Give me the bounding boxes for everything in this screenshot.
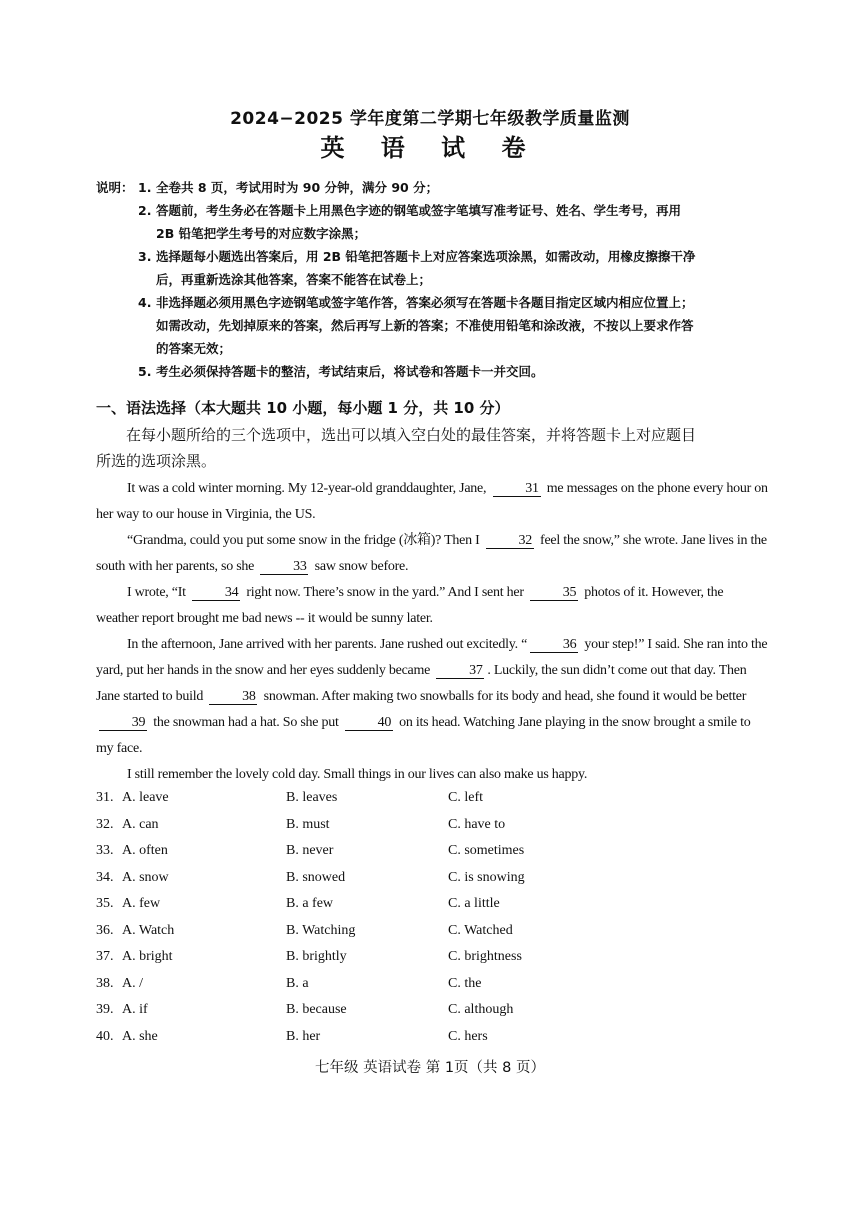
option-a: A. Watch xyxy=(122,922,175,938)
option-b: B. never xyxy=(286,843,334,858)
passage-text: snowman. After making two snowballs for its body and head, she found it would be better xyxy=(263,689,747,704)
option-c: C. left xyxy=(448,790,483,805)
answer-blank: 39 xyxy=(99,715,147,731)
passage-text: your step!” I said. She ran into the yard, put her hands in the snow and her eyes suddenly became xyxy=(96,637,768,678)
section-heading: 一、语法选择（本大题共 10 小题，每小题 1 分，共 10 分） xyxy=(96,399,510,417)
passage-text: . Luckily, the sun didn’t come out that day. Then Jane started to build xyxy=(96,663,747,704)
answer-blank: 32 xyxy=(486,533,534,549)
answer-blank: 33 xyxy=(260,559,308,575)
option-a: A. often xyxy=(122,843,168,858)
cloze-passage xyxy=(96,476,768,788)
note-item-2 xyxy=(96,199,756,222)
question-row xyxy=(96,949,656,976)
note-item-5 xyxy=(96,360,756,383)
passage-paragraph xyxy=(96,762,768,788)
question-number: 33. xyxy=(96,843,114,858)
instruction-line: 所选的选项涂黑。 xyxy=(96,452,217,470)
option-c: C. is snowing xyxy=(448,869,525,885)
passage-text: In the afternoon, Jane arrived with her parents. Jane rushed out excitedly. “ xyxy=(127,637,528,652)
question-number: 40. xyxy=(96,1028,114,1044)
question-row xyxy=(96,1029,656,1056)
option-c: C. the xyxy=(448,975,482,991)
question-row xyxy=(96,896,656,923)
note-number: 1. xyxy=(138,180,152,195)
answer-blank: 40 xyxy=(345,715,393,731)
question-row xyxy=(96,817,656,844)
question-number: 38. xyxy=(96,975,114,991)
option-b: B. her xyxy=(286,1028,321,1044)
passage-paragraph xyxy=(96,476,768,528)
passage-text: the snowman had a hat. So she put xyxy=(153,715,339,730)
passage-paragraph xyxy=(96,580,768,632)
page-footer: 七年级 英语试卷 第 1页（共 8 页） xyxy=(315,1060,545,1076)
option-b: B. snowed xyxy=(286,869,346,885)
option-a: A. few xyxy=(122,896,161,911)
option-a: A. snow xyxy=(122,869,169,885)
exam-title: 2024−2025 学年度第二学期七年级教学质量监测 xyxy=(230,109,630,129)
question-row xyxy=(96,923,656,950)
note-text: 非选择题必须用黑色字迹钢笔或签字笔作答，答案必须写在答题卡各题目指定区域内相应位置上； xyxy=(156,295,694,310)
answer-blank: 34 xyxy=(192,585,240,601)
instructions-block xyxy=(96,176,756,383)
option-c: C. Watched xyxy=(448,922,513,938)
note-text: 后，再重新选涂其他答案，答案不能答在试卷上； xyxy=(156,272,432,287)
option-c: C. brightness xyxy=(448,949,522,964)
option-b: B. a few xyxy=(286,896,334,911)
options-list xyxy=(96,790,656,1055)
option-a: A. / xyxy=(122,975,143,991)
option-b: B. Watching xyxy=(286,922,356,938)
option-c: C. although xyxy=(448,1002,514,1017)
question-row xyxy=(96,843,656,870)
passage-text: right now. There’s snow in the yard.” And I sent her xyxy=(246,585,524,600)
note-item-1 xyxy=(96,176,756,199)
option-a: A. she xyxy=(122,1028,158,1044)
passage-paragraph xyxy=(96,632,768,762)
passage-text: me messages on the phone every hour on her way to our house in Virginia, the US. xyxy=(96,481,768,522)
passage-text: feel the snow,” she wrote. Jane lives in the south with her parents, so she xyxy=(96,533,767,574)
question-row xyxy=(96,976,656,1003)
note-item-3 xyxy=(96,245,756,268)
option-a: A. can xyxy=(122,816,159,832)
note-text: 答题前，考生务必在答题卡上用黑色字迹的钢笔或签字笔填写准考证号、姓名、学生考号，再用 xyxy=(156,203,682,218)
option-c: C. hers xyxy=(448,1028,488,1044)
note-number: 2. xyxy=(138,203,152,218)
option-b: B. because xyxy=(286,1002,347,1017)
passage-paragraph xyxy=(96,528,768,580)
question-row xyxy=(96,1002,656,1029)
passage-text: saw snow before. xyxy=(314,559,409,574)
question-row xyxy=(96,790,656,817)
passage-text: on its head. Watching Jane playing in the snow brought a smile to my face. xyxy=(96,715,751,756)
option-a: A. leave xyxy=(122,790,169,805)
option-a: A. bright xyxy=(122,949,173,964)
question-number: 35. xyxy=(96,896,114,911)
note-text: 的答案无效； xyxy=(156,341,232,356)
option-c: C. a little xyxy=(448,896,500,911)
exam-subtitle: 英 语 试 卷 xyxy=(320,134,540,162)
answer-blank: 38 xyxy=(209,689,257,705)
answer-blank: 37 xyxy=(436,663,484,679)
note-number: 4. xyxy=(138,295,152,310)
question-number: 31. xyxy=(96,790,114,805)
option-c: C. have to xyxy=(448,816,506,832)
answer-blank: 31 xyxy=(493,481,541,497)
answer-blank: 35 xyxy=(530,585,578,601)
passage-text: It was a cold winter morning. My 12-year-old granddaughter, Jane, xyxy=(127,481,487,496)
answer-blank: 36 xyxy=(530,637,578,653)
note-text: 全卷共 8 页，考试用时为 90 分钟，满分 90 分； xyxy=(156,180,439,195)
question-row xyxy=(96,870,656,897)
note-text: 考生必须保持答题卡的整洁，考试结束后，将试卷和答题卡一并交回。 xyxy=(156,364,544,379)
option-a: A. if xyxy=(122,1002,148,1017)
question-number: 34. xyxy=(96,869,114,885)
question-number: 39. xyxy=(96,1002,114,1017)
notes-lead: 说明： xyxy=(96,180,134,195)
passage-text: photos of it. However, the weather report brought me bad news -- it would be sunny later. xyxy=(96,585,724,626)
note-number: 3. xyxy=(138,249,152,264)
passage-text: I wrote, “It xyxy=(127,585,186,600)
note-text: 选择题每小题选出答案后，用 2B 铅笔把答题卡上对应答案选项涂黑，如需改动，用橡皮擦擦干净 xyxy=(156,249,696,264)
note-number: 5. xyxy=(138,364,152,379)
passage-text: “Grandma, could you put some snow in the fridge (冰箱)? Then I xyxy=(127,533,480,548)
section-instruction xyxy=(96,422,766,474)
note-text: 如需改动，先划掉原来的答案，然后再写上新的答案；不准使用铅笔和涂改液，不按以上要求作答 xyxy=(156,318,694,333)
note-item-4 xyxy=(96,291,756,314)
option-c: C. sometimes xyxy=(448,843,525,858)
note-text: 2B 铅笔把学生考号的对应数字涂黑； xyxy=(156,226,367,241)
option-b: B. leaves xyxy=(286,790,338,805)
option-b: B. a xyxy=(286,975,309,991)
question-number: 32. xyxy=(96,816,114,832)
option-b: B. must xyxy=(286,816,330,832)
question-number: 37. xyxy=(96,949,114,964)
passage-text: I still remember the lovely cold day. Small things in our lives can also make us happy. xyxy=(127,767,588,782)
question-number: 36. xyxy=(96,922,114,938)
instruction-line: 在每小题所给的三个选项中，选出可以填入空白处的最佳答案，并将答题卡上对应题目 xyxy=(126,426,697,444)
option-b: B. brightly xyxy=(286,949,347,964)
